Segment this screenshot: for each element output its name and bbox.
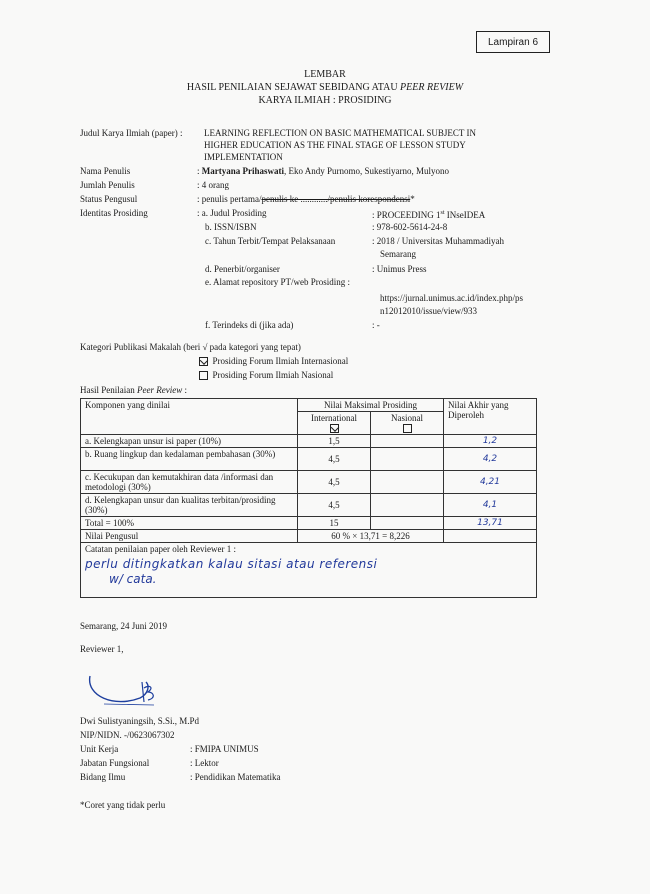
info-value-unit: : FMIPA UNIMUS — [190, 744, 259, 754]
repository-url-1[interactable]: https://jurnal.unimus.ac.id/index.php/ps — [380, 293, 523, 303]
checkbox-icon[interactable] — [199, 371, 208, 380]
table-row — [81, 471, 537, 494]
max-cell: 4,5 — [298, 494, 371, 517]
kategori-label: Kategori Publikasi Makalah (beri √ pada kategori yang tepat) — [80, 342, 301, 352]
max-cell: 1,5 — [298, 435, 371, 448]
identitas-value-d: : Unimus Press — [372, 264, 427, 274]
score-table — [80, 398, 537, 598]
info-value-jabatan: : Lektor — [190, 758, 219, 768]
hasil-label: Hasil Penilaian Peer Review : — [80, 385, 187, 395]
table-catatan-row — [81, 543, 537, 598]
identitas-key-a: : a. Judul Prosiding — [197, 208, 267, 218]
header-international: International — [298, 412, 371, 435]
catatan-label: Catatan penilaian paper oleh Reviewer 1 : — [85, 544, 236, 555]
komponen-cell: a. Kelengkapan unsur isi paper (10%) — [81, 435, 298, 448]
judul-line-2: HIGHER EDUCATION AS THE FINAL STAGE OF LESSON STUDY — [204, 140, 466, 150]
reviewer-name: Dwi Sulistyaningsih, S.Si., M.Pd — [80, 716, 200, 726]
place-date: Semarang, 24 Juni 2019 — [80, 621, 167, 631]
header-nasional: Nasional — [371, 412, 444, 435]
lampiran-badge: Lampiran 6 — [476, 31, 550, 53]
nasional-cell — [371, 435, 444, 448]
nasional-cell — [371, 471, 444, 494]
identitas-value-f: : - — [372, 320, 380, 330]
akhir-cell: 4,1 — [444, 494, 537, 517]
nasional-cell — [371, 517, 444, 530]
table-row — [81, 448, 537, 471]
penulis-value: : Martyana Prihaswati, Eko Andy Purnomo, Sukestiyarno, Mulyono — [197, 166, 450, 176]
total-max: 15 — [298, 517, 371, 530]
max-cell: 4,5 — [298, 471, 371, 494]
total-label: Total = 100% — [81, 517, 298, 530]
identitas-value-c: : 2018 / Universitas Muhammadiyah — [372, 236, 504, 246]
akhir-cell: 4,2 — [444, 448, 537, 471]
status-label: Status Pengusul — [80, 194, 138, 204]
heading-lembar: LEMBAR — [304, 69, 346, 80]
identitas-key-e: e. Alamat repository PT/web Prosiding : — [205, 277, 350, 287]
akhir-cell: 1,2 — [444, 435, 537, 448]
kategori-option-internasional[interactable]: Prosiding Forum Ilmiah Internasional — [199, 356, 348, 367]
jumlah-label: Jumlah Penulis — [80, 180, 135, 190]
judul-line-1: LEARNING REFLECTION ON BASIC MATHEMATICAL SUBJECT IN — [204, 128, 477, 138]
nasional-cell — [371, 448, 444, 471]
table-total-row — [81, 517, 537, 530]
judul-line-3: IMPLEMENTATION — [204, 152, 283, 162]
total-akhir: 13,71 — [444, 517, 537, 530]
komponen-cell: b. Ruang lingkup dan kedalaman pembahasan (30%) — [81, 448, 298, 471]
signature-image — [84, 658, 174, 714]
identitas-key-c: c. Tahun Terbit/Tempat Pelaksanaan — [205, 236, 336, 246]
heading-karya: KARYA ILMIAH : PROSIDING — [258, 95, 392, 106]
catatan-cell — [81, 543, 537, 598]
header-nilai-maksimal: Nilai Maksimal Prosiding — [298, 399, 444, 412]
identitas-label: Identitas Prosiding — [80, 208, 148, 218]
repository-url-2[interactable]: n12012010/issue/view/933 — [380, 306, 477, 316]
identitas-value-a: : PROCEEDING 1st INseIDEA — [372, 210, 486, 220]
status-value: : penulis pertama/penulis ke ............/penulis korespondensi* — [197, 194, 415, 204]
checkbox-checked-icon[interactable] — [330, 424, 339, 433]
info-value-bidang: : Pendidikan Matematika — [190, 772, 281, 782]
checkbox-icon[interactable] — [403, 424, 412, 433]
reviewer-label: Reviewer 1, — [80, 644, 124, 654]
akhir-cell: 4,21 — [444, 471, 537, 494]
handwritten-note-2: w/ cata. — [109, 572, 157, 587]
identitas-value-b: : 978-602-5614-24-8 — [372, 222, 448, 232]
komponen-cell: d. Kelengkapan unsur dan kualitas terbitan/prosiding (30%) — [81, 494, 298, 517]
jumlah-value: : 4 orang — [197, 180, 229, 190]
table-nilai-row — [81, 530, 537, 543]
penulis-label: Nama Penulis — [80, 166, 131, 176]
nilai-pengusul-formula: 60 % × 13,71 = 8,226 — [298, 530, 444, 543]
reviewer-nip: NIP/NIDN. -/0623067302 — [80, 730, 175, 740]
identitas-key-f: f. Terindeks di (jika ada) — [205, 320, 294, 330]
table-row — [81, 435, 537, 448]
komponen-cell: c. Kecukupan dan kemutakhiran data /informasi dan metodologi (30%) — [81, 471, 298, 494]
heading-hasil: HASIL PENILAIAN SEJAWAT SEBIDANG ATAU PEER REVIEW — [186, 82, 464, 93]
kategori-option-nasional[interactable]: Prosiding Forum Ilmiah Nasional — [199, 370, 333, 381]
checkbox-checked-icon[interactable] — [199, 357, 208, 366]
nilai-pengusul-label: Nilai Pengusul — [81, 530, 298, 543]
identitas-key-b: b. ISSN/ISBN — [205, 222, 257, 232]
handwritten-note-1: perlu ditingkatkan kalau sitasi atau referensi — [85, 557, 378, 572]
nasional-cell — [371, 494, 444, 517]
max-cell: 4,5 — [298, 448, 371, 471]
header-nilai-akhir: Nilai Akhir yang Diperoleh — [444, 399, 537, 435]
table-row — [81, 494, 537, 517]
table-header-row — [81, 399, 537, 412]
header-komponen: Komponen yang dinilai — [81, 399, 298, 435]
identitas-value-c2: Semarang — [380, 249, 416, 259]
empty-cell — [444, 530, 537, 543]
info-key-bidang: Bidang Ilmu — [80, 772, 126, 782]
footnote: *Coret yang tidak perlu — [80, 800, 166, 810]
identitas-key-d: d. Penerbit/organiser — [205, 264, 280, 274]
info-key-jabatan: Jabatan Fungsional — [80, 758, 150, 768]
info-key-unit: Unit Kerja — [80, 744, 119, 754]
judul-label: Judul Karya Ilmiah (paper) : — [80, 128, 183, 138]
